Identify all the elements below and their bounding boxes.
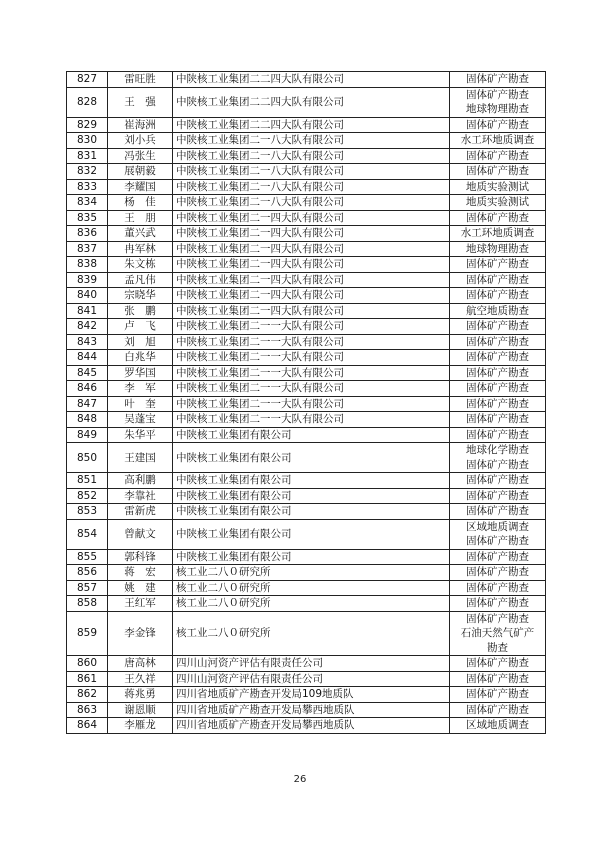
table-row bbox=[67, 412, 546, 428]
row-number-cell: 842 bbox=[67, 319, 108, 335]
row-number-cell: 835 bbox=[67, 210, 108, 226]
specialty-line: 固体矿产勘查 bbox=[466, 211, 529, 224]
organization-cell: 核工业二八０研究所 bbox=[173, 596, 450, 612]
personnel-table bbox=[66, 71, 546, 734]
row-number-cell: 834 bbox=[67, 195, 108, 211]
organization-cell: 中陕核工业集团二一八大队有限公司 bbox=[173, 133, 450, 149]
row-number-cell: 852 bbox=[67, 488, 108, 504]
row-number-cell: 833 bbox=[67, 179, 108, 195]
specialty-cell bbox=[450, 611, 546, 656]
organization-cell: 四川省地质矿产勘查开发局109地质队 bbox=[173, 687, 450, 703]
organization-cell: 中陕核工业集团二一四大队有限公司 bbox=[173, 272, 450, 288]
row-number-cell: 860 bbox=[67, 656, 108, 672]
table-row bbox=[67, 504, 546, 520]
table-row bbox=[67, 226, 546, 242]
specialty-cell bbox=[450, 210, 546, 226]
table-row bbox=[67, 210, 546, 226]
person-name-cell: 雷新虎 bbox=[108, 504, 173, 520]
organization-cell: 中陕核工业集团有限公司 bbox=[173, 519, 450, 549]
row-number-cell: 831 bbox=[67, 148, 108, 164]
person-name-cell: 王 强 bbox=[108, 87, 173, 117]
row-number-cell: 844 bbox=[67, 350, 108, 366]
specialty-line: 固体矿产勘查 bbox=[466, 413, 529, 425]
specialty-line: 固体矿产勘查 bbox=[466, 535, 529, 547]
specialty-line: 固体矿产勘查 bbox=[466, 428, 529, 441]
person-name-cell: 朱文栋 bbox=[108, 257, 173, 273]
person-name-cell: 王红军 bbox=[108, 596, 173, 612]
row-number-cell: 856 bbox=[67, 565, 108, 581]
specialty-line: 航空地质勘查 bbox=[466, 304, 529, 317]
row-number-cell: 848 bbox=[67, 412, 108, 428]
specialty-line: 固体矿产勘查 bbox=[466, 703, 529, 716]
organization-cell: 中陕核工业集团二一四大队有限公司 bbox=[173, 241, 450, 257]
specialty-cell bbox=[450, 133, 546, 149]
specialty-cell bbox=[450, 319, 546, 335]
table-row bbox=[67, 396, 546, 412]
row-number-cell: 840 bbox=[67, 288, 108, 304]
specialty-cell bbox=[450, 350, 546, 366]
specialty-line: 固体矿产勘查 bbox=[466, 550, 529, 563]
person-name-cell: 朱华平 bbox=[108, 427, 173, 443]
specialty-line: 固体矿产勘查 bbox=[466, 688, 529, 700]
organization-cell: 中陕核工业集团有限公司 bbox=[173, 488, 450, 504]
specialty-line: 固体矿产勘查 bbox=[466, 118, 529, 131]
row-number-cell: 858 bbox=[67, 596, 108, 612]
person-name-cell: 郭科锋 bbox=[108, 549, 173, 565]
person-name-cell: 展朝毅 bbox=[108, 164, 173, 180]
person-name-cell: 冯张生 bbox=[108, 148, 173, 164]
organization-cell: 中陕核工业集团有限公司 bbox=[173, 549, 450, 565]
row-number-cell: 830 bbox=[67, 133, 108, 149]
specialty-line: 固体矿产勘查 bbox=[466, 258, 529, 270]
specialty-cell bbox=[450, 179, 546, 195]
organization-cell: 中陕核工业集团二一一大队有限公司 bbox=[173, 334, 450, 350]
organization-cell: 中陕核工业集团有限公司 bbox=[173, 473, 450, 489]
organization-cell: 核工业二八０研究所 bbox=[173, 611, 450, 656]
specialty-line: 区域地质调查 bbox=[466, 719, 529, 731]
organization-cell: 中陕核工业集团二一一大队有限公司 bbox=[173, 365, 450, 381]
specialty-line: 固体矿产勘查 bbox=[466, 474, 529, 486]
specialty-line: 固体矿产勘查 bbox=[466, 149, 529, 162]
row-number-cell: 862 bbox=[67, 687, 108, 703]
organization-cell: 中陕核工业集团二一一大队有限公司 bbox=[173, 350, 450, 366]
specialty-cell bbox=[450, 656, 546, 672]
organization-cell: 中陕核工业集团二一八大队有限公司 bbox=[173, 164, 450, 180]
organization-cell: 中陕核工业集团有限公司 bbox=[173, 427, 450, 443]
person-name-cell: 董兴武 bbox=[108, 226, 173, 242]
table-row bbox=[67, 565, 546, 581]
person-name-cell: 叶 奎 bbox=[108, 396, 173, 412]
row-number-cell: 838 bbox=[67, 257, 108, 273]
person-name-cell: 罗华国 bbox=[108, 365, 173, 381]
specialty-cell bbox=[450, 241, 546, 257]
specialty-line: 固体矿产勘查 bbox=[466, 88, 529, 101]
table-row bbox=[67, 702, 546, 718]
organization-cell: 中陕核工业集团有限公司 bbox=[173, 504, 450, 520]
table-row bbox=[67, 656, 546, 672]
table-row bbox=[67, 473, 546, 489]
specialty-cell bbox=[450, 396, 546, 412]
table-row bbox=[67, 148, 546, 164]
table-row bbox=[67, 687, 546, 703]
specialty-line: 水工环地质调查 bbox=[460, 134, 535, 146]
specialty-cell bbox=[450, 488, 546, 504]
specialty-cell bbox=[450, 718, 546, 734]
person-name-cell: 李雁龙 bbox=[108, 718, 173, 734]
specialty-cell bbox=[450, 427, 546, 443]
organization-cell: 中陕核工业集团二一四大队有限公司 bbox=[173, 303, 450, 319]
organization-cell: 中陕核工业集团二一四大队有限公司 bbox=[173, 226, 450, 242]
table-row bbox=[67, 350, 546, 366]
specialty-line: 固体矿产勘查 bbox=[466, 366, 529, 379]
person-name-cell: 杨 佳 bbox=[108, 195, 173, 211]
organization-cell: 中陕核工业集团二一四大队有限公司 bbox=[173, 257, 450, 273]
specialty-line: 固体矿产勘查 bbox=[466, 581, 529, 594]
specialty-cell bbox=[450, 303, 546, 319]
table-row bbox=[67, 365, 546, 381]
row-number-cell: 859 bbox=[67, 611, 108, 656]
specialty-line: 固体矿产勘查 bbox=[466, 73, 529, 85]
table-row bbox=[67, 549, 546, 565]
specialty-line: 地质实验测试 bbox=[466, 196, 529, 208]
specialty-cell bbox=[450, 671, 546, 687]
specialty-line: 地球化学勘查 bbox=[466, 444, 529, 456]
table-row bbox=[67, 72, 546, 88]
row-number-cell: 828 bbox=[67, 87, 108, 117]
organization-cell: 中陕核工业集团二一八大队有限公司 bbox=[173, 148, 450, 164]
person-name-cell: 李耀国 bbox=[108, 179, 173, 195]
row-number-cell: 864 bbox=[67, 718, 108, 734]
person-name-cell: 卢 飞 bbox=[108, 319, 173, 335]
specialty-cell bbox=[450, 412, 546, 428]
person-name-cell: 李金锋 bbox=[108, 611, 173, 656]
specialty-cell bbox=[450, 117, 546, 133]
table-row bbox=[67, 718, 546, 734]
person-name-cell: 孟凡伟 bbox=[108, 272, 173, 288]
specialty-cell bbox=[450, 334, 546, 350]
row-number-cell: 851 bbox=[67, 473, 108, 489]
person-name-cell: 蒋兆勇 bbox=[108, 687, 173, 703]
organization-cell: 中陕核工业集团二二四大队有限公司 bbox=[173, 117, 450, 133]
table-row bbox=[67, 611, 546, 656]
specialty-cell bbox=[450, 549, 546, 565]
specialty-line: 固体矿产勘查 bbox=[466, 672, 529, 685]
table-row bbox=[67, 257, 546, 273]
specialty-line: 石油天然气矿产 bbox=[460, 627, 535, 639]
specialty-cell bbox=[450, 226, 546, 242]
row-number-cell: 832 bbox=[67, 164, 108, 180]
organization-cell: 中陕核工业集团二一一大队有限公司 bbox=[173, 396, 450, 412]
organization-cell: 中陕核工业集团二一八大队有限公司 bbox=[173, 195, 450, 211]
row-number-cell: 854 bbox=[67, 519, 108, 549]
specialty-line: 地质实验测试 bbox=[466, 180, 529, 193]
row-number-cell: 836 bbox=[67, 226, 108, 242]
organization-cell: 四川山河资产评估有限责任公司 bbox=[173, 671, 450, 687]
person-name-cell: 李靠社 bbox=[108, 488, 173, 504]
row-number-cell: 837 bbox=[67, 241, 108, 257]
person-name-cell: 张 鹏 bbox=[108, 303, 173, 319]
specialty-line: 固体矿产勘查 bbox=[466, 597, 529, 609]
organization-cell: 核工业二八０研究所 bbox=[173, 580, 450, 596]
row-number-cell: 846 bbox=[67, 381, 108, 397]
table-row bbox=[67, 334, 546, 350]
table-row bbox=[67, 272, 546, 288]
specialty-cell bbox=[450, 504, 546, 520]
specialty-line: 固体矿产勘查 bbox=[466, 289, 529, 301]
table-row bbox=[67, 596, 546, 612]
person-name-cell: 雷旺胜 bbox=[108, 72, 173, 88]
row-number-cell: 863 bbox=[67, 702, 108, 718]
specialty-line: 固体矿产勘查 bbox=[466, 397, 529, 410]
specialty-line: 固体矿产勘查 bbox=[466, 335, 529, 348]
specialty-cell bbox=[450, 148, 546, 164]
specialty-line: 固体矿产勘查 bbox=[466, 320, 529, 332]
row-number-cell: 847 bbox=[67, 396, 108, 412]
specialty-line: 地球物理勘查 bbox=[466, 242, 529, 255]
table-row bbox=[67, 319, 546, 335]
specialty-cell bbox=[450, 596, 546, 612]
person-name-cell: 宗晓华 bbox=[108, 288, 173, 304]
row-number-cell: 845 bbox=[67, 365, 108, 381]
organization-cell: 核工业二八０研究所 bbox=[173, 565, 450, 581]
table-row bbox=[67, 179, 546, 195]
person-name-cell: 蒋 宏 bbox=[108, 565, 173, 581]
specialty-cell bbox=[450, 381, 546, 397]
specialty-cell bbox=[450, 272, 546, 288]
specialty-cell bbox=[450, 473, 546, 489]
specialty-line: 地球物理勘查 bbox=[466, 103, 529, 115]
personnel-table-body bbox=[67, 72, 546, 734]
organization-cell: 中陕核工业集团二一一大队有限公司 bbox=[173, 319, 450, 335]
specialty-cell bbox=[450, 687, 546, 703]
row-number-cell: 853 bbox=[67, 504, 108, 520]
table-row bbox=[67, 87, 546, 117]
specialty-cell bbox=[450, 164, 546, 180]
specialty-line: 固体矿产勘查 bbox=[466, 489, 529, 502]
person-name-cell: 曾献文 bbox=[108, 519, 173, 549]
specialty-cell bbox=[450, 565, 546, 581]
organization-cell: 四川山河资产评估有限责任公司 bbox=[173, 656, 450, 672]
table-row bbox=[67, 117, 546, 133]
specialty-line: 固体矿产勘查 bbox=[466, 657, 529, 669]
row-number-cell: 843 bbox=[67, 334, 108, 350]
specialty-line: 固体矿产勘查 bbox=[466, 505, 529, 517]
person-name-cell: 刘小兵 bbox=[108, 133, 173, 149]
person-name-cell: 白兆华 bbox=[108, 350, 173, 366]
person-name-cell: 谢恩顺 bbox=[108, 702, 173, 718]
row-number-cell: 841 bbox=[67, 303, 108, 319]
specialty-line: 水工环地质调查 bbox=[460, 227, 535, 239]
person-name-cell: 王久祥 bbox=[108, 671, 173, 687]
row-number-cell: 839 bbox=[67, 272, 108, 288]
table-row bbox=[67, 443, 546, 473]
table-row bbox=[67, 303, 546, 319]
row-number-cell: 829 bbox=[67, 117, 108, 133]
table-row bbox=[67, 519, 546, 549]
row-number-cell: 850 bbox=[67, 443, 108, 473]
organization-cell: 中陕核工业集团二二四大队有限公司 bbox=[173, 87, 450, 117]
table-row bbox=[67, 241, 546, 257]
table-row bbox=[67, 381, 546, 397]
row-number-cell: 827 bbox=[67, 72, 108, 88]
organization-cell: 中陕核工业集团二一四大队有限公司 bbox=[173, 288, 450, 304]
person-name-cell: 王建国 bbox=[108, 443, 173, 473]
table-row bbox=[67, 195, 546, 211]
specialty-cell bbox=[450, 257, 546, 273]
organization-cell: 四川省地质矿产勘查开发局攀西地质队 bbox=[173, 718, 450, 734]
table-row bbox=[67, 288, 546, 304]
person-name-cell: 高利鹏 bbox=[108, 473, 173, 489]
specialty-line: 区域地质调查 bbox=[466, 520, 529, 533]
specialty-cell bbox=[450, 702, 546, 718]
table-row bbox=[67, 580, 546, 596]
page-number: 26 bbox=[293, 774, 307, 785]
person-name-cell: 冉军林 bbox=[108, 241, 173, 257]
specialty-line: 固体矿产勘查 bbox=[466, 273, 529, 286]
specialty-line: 固体矿产勘查 bbox=[466, 612, 529, 625]
specialty-line: 固体矿产勘查 bbox=[466, 382, 529, 394]
specialty-cell bbox=[450, 443, 546, 473]
person-name-cell: 姚 建 bbox=[108, 580, 173, 596]
specialty-cell bbox=[450, 288, 546, 304]
person-name-cell: 崔海洲 bbox=[108, 117, 173, 133]
specialty-line: 固体矿产勘查 bbox=[466, 458, 529, 471]
row-number-cell: 861 bbox=[67, 671, 108, 687]
specialty-cell bbox=[450, 365, 546, 381]
row-number-cell: 849 bbox=[67, 427, 108, 443]
table-row bbox=[67, 164, 546, 180]
organization-cell: 中陕核工业集团二一一大队有限公司 bbox=[173, 381, 450, 397]
table-row bbox=[67, 671, 546, 687]
organization-cell: 中陕核工业集团二一四大队有限公司 bbox=[173, 210, 450, 226]
specialty-cell bbox=[450, 580, 546, 596]
specialty-cell bbox=[450, 519, 546, 549]
organization-cell: 中陕核工业集团有限公司 bbox=[173, 443, 450, 473]
row-number-cell: 855 bbox=[67, 549, 108, 565]
organization-cell: 四川省地质矿产勘查开发局攀西地质队 bbox=[173, 702, 450, 718]
specialty-cell bbox=[450, 72, 546, 88]
organization-cell: 中陕核工业集团二二四大队有限公司 bbox=[173, 72, 450, 88]
table-row bbox=[67, 133, 546, 149]
specialty-cell bbox=[450, 195, 546, 211]
person-name-cell: 唐高林 bbox=[108, 656, 173, 672]
organization-cell: 中陕核工业集团二一八大队有限公司 bbox=[173, 179, 450, 195]
organization-cell: 中陕核工业集团二一一大队有限公司 bbox=[173, 412, 450, 428]
table-row bbox=[67, 488, 546, 504]
table-row bbox=[67, 427, 546, 443]
specialty-cell bbox=[450, 87, 546, 117]
row-number-cell: 857 bbox=[67, 580, 108, 596]
person-name-cell: 王 朋 bbox=[108, 210, 173, 226]
specialty-line: 固体矿产勘查 bbox=[466, 351, 529, 363]
specialty-line: 勘查 bbox=[487, 641, 508, 654]
person-name-cell: 李 军 bbox=[108, 381, 173, 397]
person-name-cell: 刘 旭 bbox=[108, 334, 173, 350]
specialty-line: 固体矿产勘查 bbox=[466, 566, 529, 578]
person-name-cell: 吴蓬宝 bbox=[108, 412, 173, 428]
specialty-line: 固体矿产勘查 bbox=[466, 165, 529, 177]
